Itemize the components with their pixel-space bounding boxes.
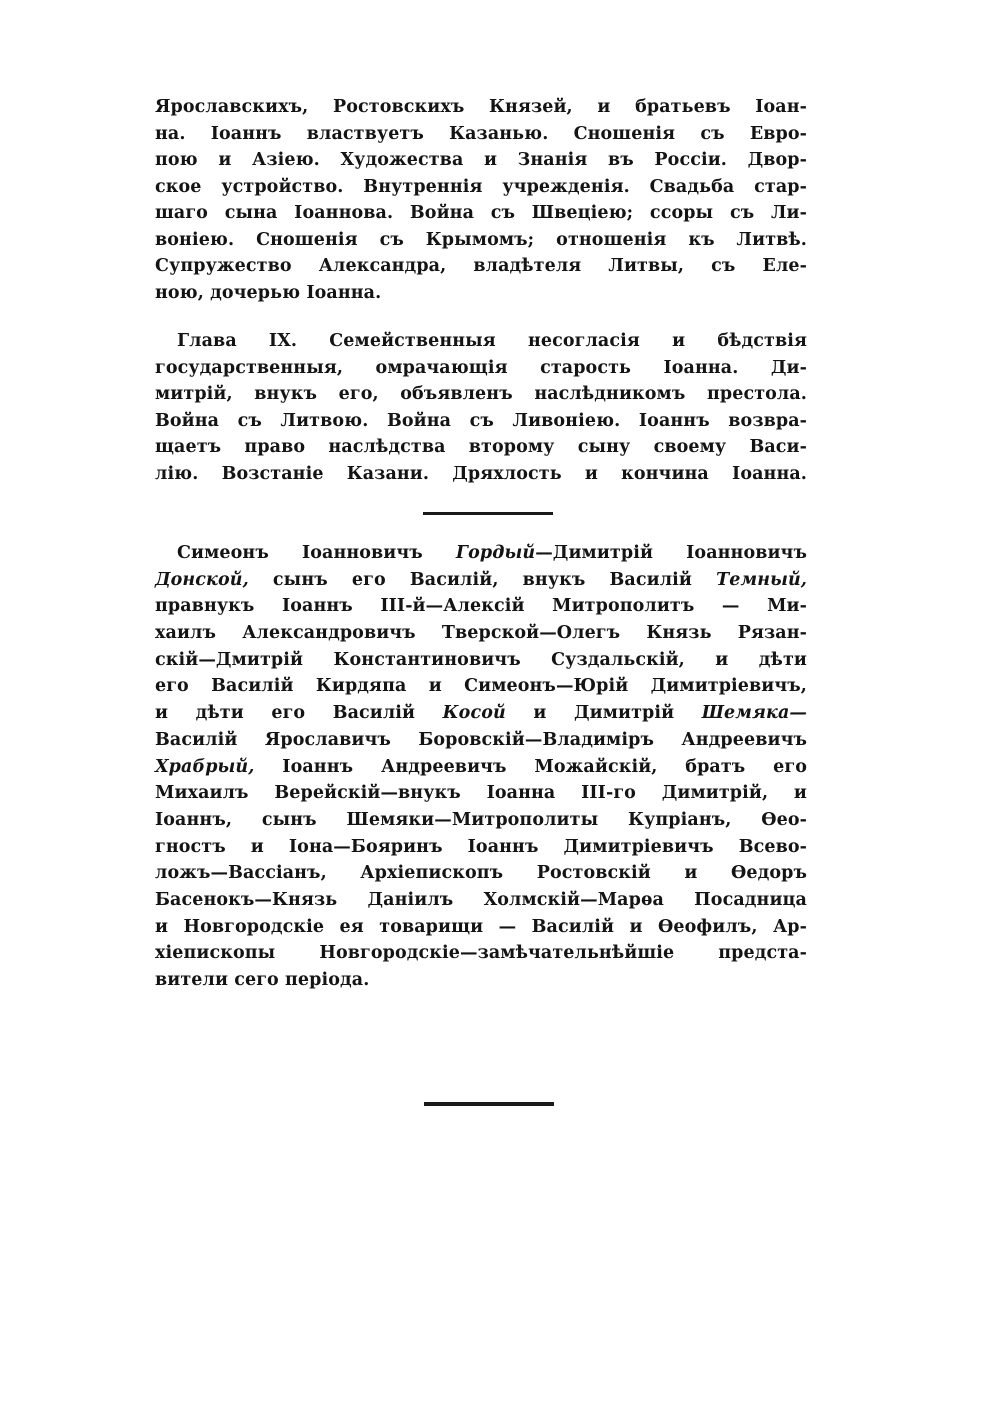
summary-line: пою и Азіею. Художества и Знанія въ Россіи. Двор-: [155, 150, 807, 170]
persons-line: Василій Ярославичъ Боровскій—Владиміръ Андреевичъ: [155, 729, 807, 750]
persons-line: его Василій Кирдяпа и Симеонъ—Юрій Димитріевичъ,: [155, 676, 807, 697]
chapter-line: митрій, внукъ его, объявленъ наслѣдникомъ престола.: [155, 384, 807, 404]
chapter-first-line: [155, 328, 807, 355]
summary-line: воніею. Сношенія съ Крымомъ; отношенія къ Литвѣ.: [155, 229, 807, 250]
end-divider: [424, 1102, 554, 1106]
summary-line: ною, дочерью Іоанна.: [155, 282, 382, 303]
notable-persons-list: [155, 540, 807, 994]
summary-line: Ярославскихъ, Ростовскихъ Князей, и братьевъ Іоан-: [155, 97, 807, 117]
summary-line: ское устройство. Внутреннія учрежденія. Свадьба стар-: [155, 176, 807, 197]
chapter-line: щаетъ право наслѣдства второму сыну своему Васи-: [155, 437, 807, 457]
summary-line: Супружество Александра, владѣтеля Литвы, съ Еле-: [155, 256, 807, 276]
persons-line: хаилъ Александровичъ Тверской—Олегъ Князь Рязан-: [155, 623, 807, 644]
persons-line: Симеонъ Іоанновичъ Гордый—Димитрій Іоанновичъ: [177, 543, 807, 563]
persons-line: скій—Дмитрій Константиновичъ Суздальскій, и дѣти: [155, 649, 807, 670]
persons-line: Михаилъ Верейскій—внукъ Іоанна III-го Димитрій, и: [155, 783, 807, 804]
chapter-summary-continuation: [155, 94, 807, 306]
section-divider: [423, 512, 553, 515]
persons-line: гностъ и Іона—Бояринъ Іоаннъ Димитріевичъ Всево-: [155, 836, 807, 857]
chapter-line: Война съ Литвою. Война съ Ливоніею. Іоаннъ возвра-: [155, 410, 807, 431]
summary-line: на. Іоаннъ властвуетъ Казанью. Сношенія съ Евро-: [155, 123, 807, 144]
persons-line: правнукъ Іоаннъ III-й—Алексій Митрополитъ — Ми-: [155, 596, 807, 617]
persons-line: Басенокъ—Князь Даніилъ Холмскій—Марѳа Посадница: [155, 889, 807, 910]
persons-line: вители сего періода.: [155, 970, 370, 990]
chapter-line: лію. Возстаніе Казани. Дряхлость и кончина Іоанна.: [155, 463, 807, 484]
persons-line: хіепископы Новгородскіе—замѣчательнѣйшіе предста-: [155, 943, 807, 964]
persons-line: и Новгородскіе ея товарищи — Василій и Ѳеофилъ, Ар-: [155, 916, 807, 937]
chapter-first-line-text: Семейственныя несогласія и бѣдствія: [329, 331, 807, 351]
persons-line: Храбрый, Іоаннъ Андреевичъ Можайскій, братъ его: [155, 756, 807, 777]
chapter-ix-summary: [155, 328, 807, 487]
summary-line: шаго сына Іоаннова. Война съ Швеціею; ссоры съ Ли-: [155, 203, 807, 223]
persons-line: ложъ—Вассіанъ, Архіепископъ Ростовскій и Ѳедоръ: [155, 863, 807, 884]
persons-line: Донской, сынъ его Василій, внукъ Василій Темный,: [155, 569, 807, 590]
chapter-line: государственныя, омрачающія старость Іоанна. Ди-: [155, 357, 807, 378]
persons-line: и дѣти его Василій Косой и Димитрій Шемяка—: [155, 703, 807, 724]
chapter-heading: Глава IX.: [177, 331, 298, 351]
persons-line: Іоаннъ, сынъ Шемяки—Митрополиты Купріанъ, Ѳео-: [155, 809, 807, 830]
